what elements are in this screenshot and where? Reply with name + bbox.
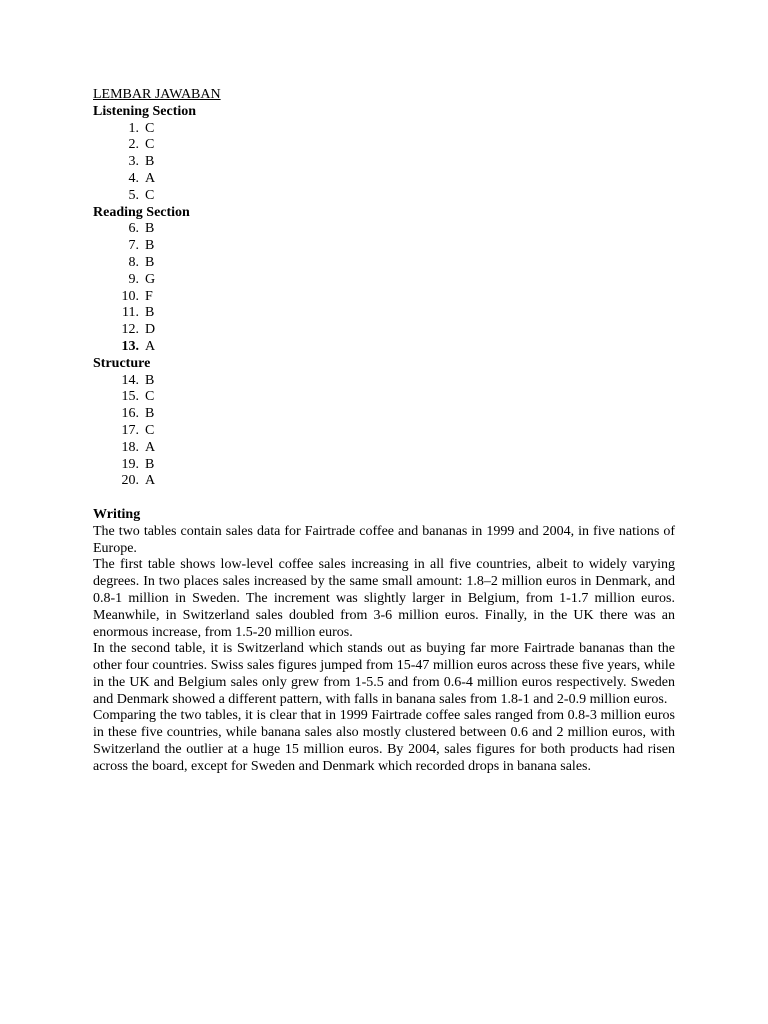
answer-letter: A <box>145 338 156 354</box>
answer-letter: C <box>145 389 155 405</box>
answer-item <box>93 272 675 289</box>
answer-item <box>93 255 675 272</box>
answer-item <box>93 121 675 138</box>
writing-paragraph: Comparing the two tables, it is clear that in 1999 Fairtrade coffee sales ranged from 0.8-3 million euros in these five countries, while banana sales also mostly clustered between 0.6 and 2 million euros, with Switzerland the outlier at a huge 15 million euros. By 2004, sales figures for both products had risen across the board, except for Sweden and Denmark which recorded drops in banana sales. <box>93 708 675 774</box>
answer-letter: B <box>145 305 155 321</box>
structure-section-heading: Structure <box>93 355 151 371</box>
answer-item <box>93 373 675 390</box>
answer-item <box>93 440 675 457</box>
answer-number: 11. <box>122 305 139 321</box>
answer-item <box>93 289 675 306</box>
answer-letter: B <box>145 154 155 170</box>
spacer <box>93 490 675 507</box>
answer-item <box>93 137 675 154</box>
writing-paragraph: The two tables contain sales data for Fairtrade coffee and bananas in 1999 and 2004, in five nations of Europe. <box>93 523 675 556</box>
answer-letter: B <box>145 254 155 270</box>
answer-letter: B <box>145 372 155 388</box>
answer-number: 19. <box>121 456 139 472</box>
answer-item <box>93 406 675 423</box>
answer-number: 16. <box>121 406 139 422</box>
answer-letter: A <box>145 473 156 489</box>
answer-number: 20. <box>121 473 139 489</box>
answer-letter: D <box>145 322 156 338</box>
answer-letter: B <box>145 238 155 254</box>
answer-item <box>93 322 675 339</box>
reading-section-heading: Reading Section <box>93 204 190 220</box>
answer-letter: B <box>145 456 155 472</box>
answer-item <box>93 305 675 322</box>
answer-number: 12. <box>121 322 139 338</box>
answer-letter: A <box>145 170 156 186</box>
answer-number: 13. <box>121 338 139 354</box>
answer-letter: G <box>145 271 156 287</box>
answer-number: 2. <box>128 137 139 153</box>
writing-section <box>93 507 675 776</box>
answer-item <box>93 423 675 440</box>
answer-letter: A <box>145 439 156 455</box>
answer-number: 7. <box>128 238 139 254</box>
answer-letter: B <box>145 406 155 422</box>
listening-section-heading: Listening Section <box>93 103 197 119</box>
structure-answer-list <box>93 373 675 491</box>
answer-letter: B <box>145 221 155 237</box>
answer-item <box>93 238 675 255</box>
writing-paragraph: In the second table, it is Switzerland which stands out as buying far more Fairtrade bananas than the other four countries. Swiss sales figures jumped from 15-47 million euros across these five years, while in the UK and Belgium sales only grew from 1-5.5 and from 0.6-4 million euros respectively. Sweden and Denmark showed a different pattern, with falls in banana sales from 1.8-1 and 2-0.9 million euros. <box>93 641 675 707</box>
writing-paragraph: The first table shows low-level coffee sales increasing in all five countries, albeit to widely varying degrees. In two places sales increased by the same small amount: 1.8–2 million euros in Denmark, and 0.8-1 million in Sweden. The increment was slightly larger in Belgium, from 1-1.7 million euros. Meanwhile, in Switzerland sales doubled from 3-6 million euros. Finally, in the UK there was an enormous increase, from 1.5-20 million euros. <box>93 557 675 640</box>
answer-item <box>93 154 675 171</box>
answer-number: 15. <box>121 389 139 405</box>
answer-number: 9. <box>128 271 139 287</box>
answer-item <box>93 389 675 406</box>
answer-number: 10. <box>121 288 139 304</box>
answer-item <box>93 171 675 188</box>
answer-item <box>93 339 675 356</box>
answer-number: 6. <box>128 221 139 237</box>
writing-section-heading: Writing <box>93 506 141 522</box>
answer-number: 8. <box>128 254 139 270</box>
answer-item <box>93 221 675 238</box>
answer-letter: C <box>145 137 155 153</box>
answer-item <box>93 473 675 490</box>
reading-answer-list <box>93 221 675 355</box>
answer-number: 5. <box>128 187 139 203</box>
page-title: LEMBAR JAWABAN <box>93 87 221 102</box>
answer-number: 18. <box>121 439 139 455</box>
answer-number: 3. <box>128 154 139 170</box>
answer-number: 4. <box>128 170 139 186</box>
answer-number: 17. <box>121 422 139 438</box>
answer-letter: F <box>145 288 153 304</box>
answer-number: 14. <box>121 372 139 388</box>
answer-item <box>93 188 675 205</box>
answer-letter: C <box>145 422 155 438</box>
answer-letter: C <box>145 187 155 203</box>
answer-number: 1. <box>128 120 139 136</box>
answer-item <box>93 457 675 474</box>
answer-letter: C <box>145 120 155 136</box>
answer-sheet-page <box>93 87 675 776</box>
listening-answer-list <box>93 121 675 205</box>
